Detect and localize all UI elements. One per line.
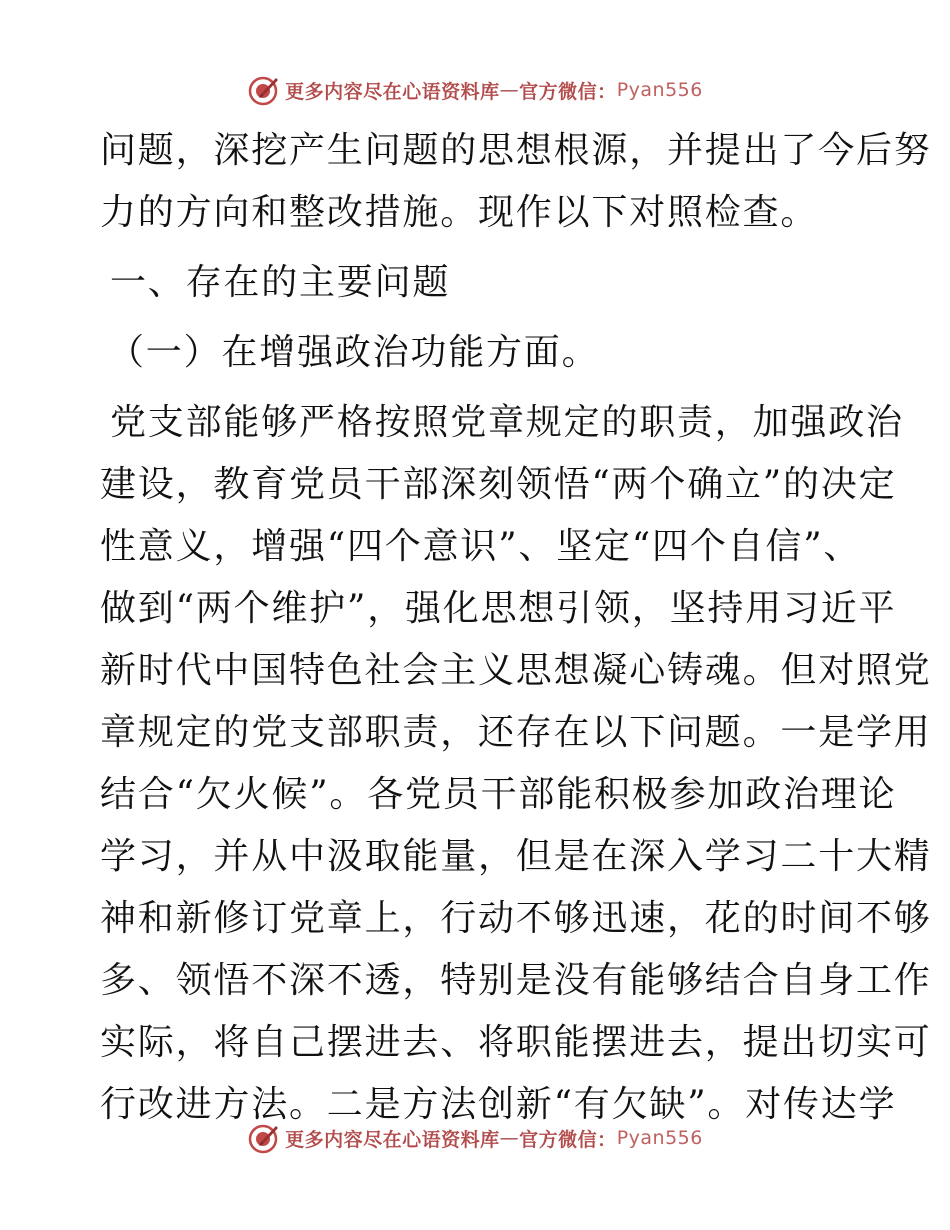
header-watermark <box>0 70 950 110</box>
watermark-wechat-id: Pyan556 <box>616 79 703 101</box>
text-line: 结合“欠火候”。各党员干部能积极参加政治理论 <box>100 774 897 815</box>
text-line: 性意义，增强“四个意识”、坚定“四个自信”、 <box>100 526 862 567</box>
text-line: 行改进方法。二是方法创新“有欠缺”。对传达学 <box>100 1084 897 1125</box>
text-line: 多、领悟不深不透，特别是没有能够结合自身工作 <box>100 960 932 1001</box>
watermark-separator: — <box>499 1127 520 1149</box>
section-heading-text: 一、存在的主要问题 <box>110 262 451 303</box>
text-line: 党支部能够严格按照党章规定的职责，加强政治 <box>110 402 904 443</box>
text-line: 实际，将自己摆进去、将职能摆进去，提出切实可 <box>100 1022 932 1063</box>
text-line: 做到“两个维护”，强化思想引领，坚持用习近平 <box>100 588 897 629</box>
pen-logo-icon <box>247 73 281 107</box>
document-body <box>100 120 932 1136</box>
watermark-main-text: 更多内容尽在心语资料库 <box>285 1128 500 1151</box>
footer-watermark <box>0 1118 950 1158</box>
watermark-separator: — <box>499 79 520 101</box>
text-line: 章规定的党支部职责，还存在以下问题。一是学用 <box>100 712 932 753</box>
text-line: 问题，深挖产生问题的思想根源，并提出了今后努 <box>100 130 932 171</box>
watermark-main-text: 更多内容尽在心语资料库 <box>285 80 500 103</box>
section-heading <box>100 252 852 314</box>
text-line: 神和新修订党章上，行动不够迅速，花的时间不够 <box>100 898 932 939</box>
text-line: 建设，教育党员干部深刻领悟“两个确立”的决定 <box>100 464 897 505</box>
subsection-heading <box>100 322 852 384</box>
watermark-brand-text: 官方微信： <box>519 1128 617 1151</box>
watermark-wechat-id: Pyan556 <box>616 1127 703 1149</box>
watermark-brand-text: 官方微信： <box>519 80 617 103</box>
text-line: 力的方向和整改措施。现作以下对照检查。 <box>100 192 819 233</box>
subsection-heading-text: （一）在增强政治功能方面。 <box>108 332 600 373</box>
text-line: 新时代中国特色社会主义思想凝心铸魂。但对照党 <box>100 650 932 691</box>
paragraph-intro <box>100 120 932 244</box>
text-line: 学习，并从中汲取能量，但是在深入学习二十大精 <box>100 836 932 877</box>
pen-logo-icon <box>247 1121 281 1155</box>
paragraph-main <box>100 392 932 1136</box>
